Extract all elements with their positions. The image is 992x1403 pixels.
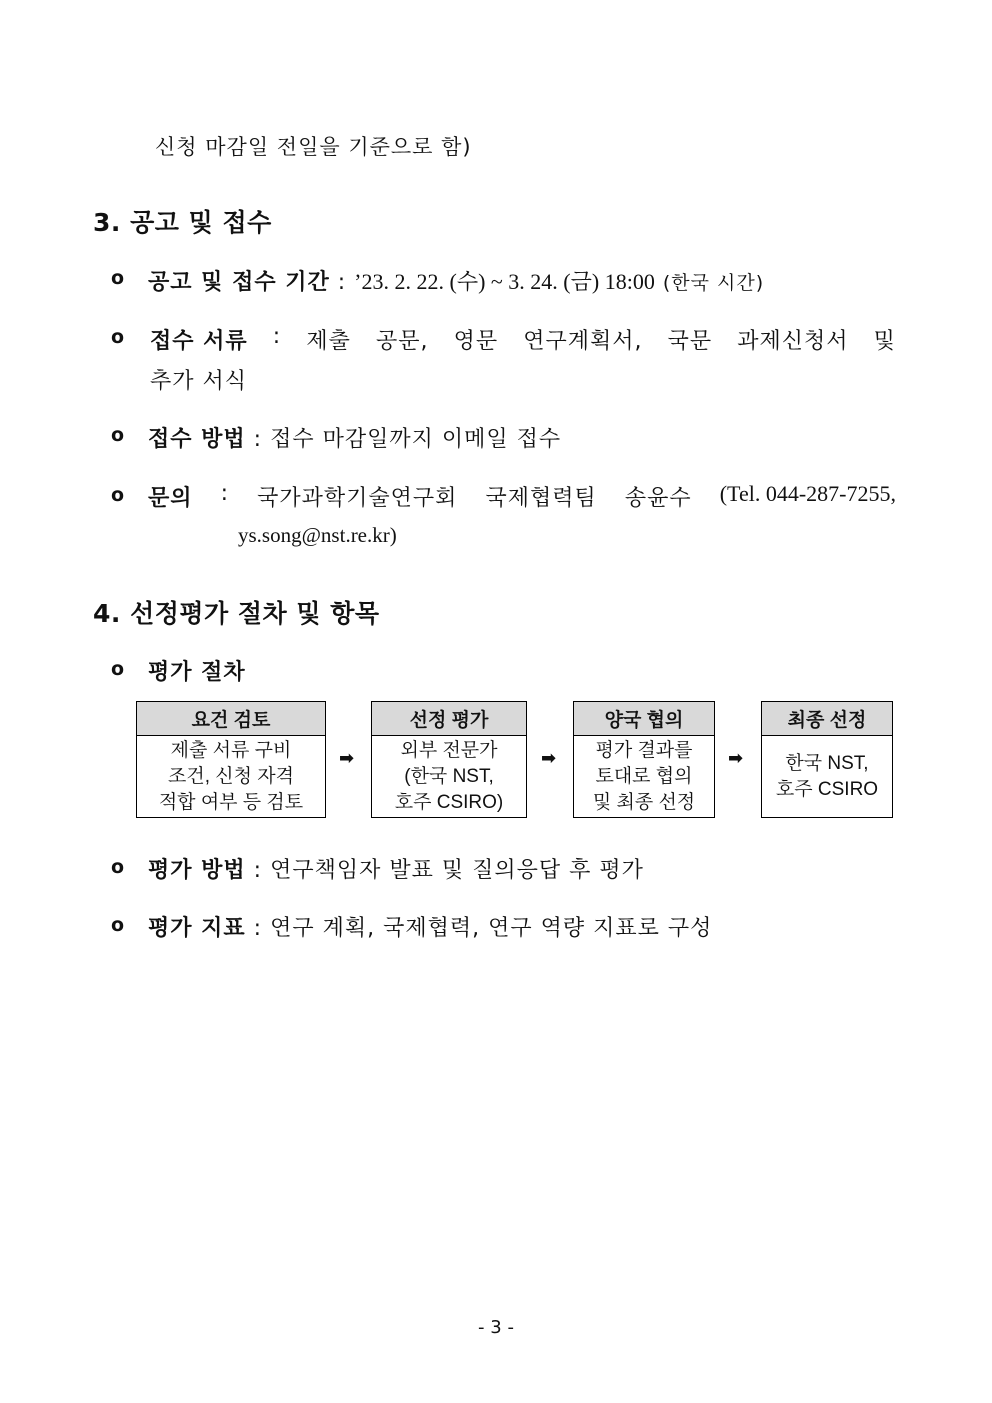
step-box-consultation [573,701,715,818]
item-label: 평가 방법 [148,858,246,883]
continuation-text: 신청 마감일 전일을 기준으로 함) [155,135,472,159]
step-title: 최종 선정 [762,702,892,736]
arrow-right-icon: ➡ [339,748,355,769]
documents-word: 공문, [375,329,429,354]
submission-method-line [148,422,561,453]
documents-word: 영문 [453,329,499,354]
item-label: 평가 지표 [148,916,246,941]
bullet-icon: o [111,424,125,446]
step-body [372,736,526,817]
application-period-value: ’23. 2. 22. (수) ~ 3. 24. (금) 18:00 [354,269,655,294]
contact-word: 국제협력팀 [485,486,597,511]
item-separator: : [253,427,263,452]
arrow-right-icon: ➡ [728,748,744,769]
step-title: 요건 검토 [137,702,325,736]
item-separator: : [253,916,263,941]
documents-word: 국문 [667,329,713,354]
item-label: 접수 방법 [148,427,246,452]
documents-word: 제출 [306,329,351,354]
step-body [574,736,714,817]
step-line: 호주 CSIRO) [394,791,504,813]
bullet-icon: o [111,267,125,289]
application-period-line [148,265,764,296]
evaluation-method-value: 연구책임자 발표 및 질의응답 후 평가 [270,858,644,883]
item-separator: : [337,270,347,295]
arrow-right-icon: ➡ [541,748,557,769]
documents-word: 연구계획서, [523,329,643,354]
bullet-icon: o [111,326,125,348]
evaluation-method-line [148,853,644,884]
evaluation-criteria-line [148,911,712,942]
step-box-evaluation [371,701,527,818]
bullet-icon: o [111,914,125,936]
item-label: 공고 및 접수 기간 [148,270,330,295]
submission-method-value: 접수 마감일까지 이메일 접수 [270,427,562,452]
procedure-label: 평가 절차 [148,660,246,685]
step-line: 토대로 협의 [595,765,693,787]
evaluation-criteria-value: 연구 계획, 국제협력, 연구 역량 지표로 구성 [270,916,713,941]
step-line: 조건, 신청 자격 [168,765,294,787]
bullet-icon: o [111,484,125,506]
contact-word: 국가과학기술연구회 [257,486,458,511]
contact-word: 송윤수 [624,486,692,511]
time-zone-note: (한국 시간) [662,272,765,294]
documents-line-2: 추가 서식 [150,369,248,394]
item-separator: : [253,858,263,883]
step-line: 적합 여부 등 검토 [158,791,304,813]
step-line: 제출 서류 구비 [170,739,292,761]
documents-line [150,324,896,355]
step-line: (한국 NST, [404,765,494,787]
contact-line [148,481,896,512]
step-box-final [761,701,893,818]
item-separator: : [272,324,282,349]
step-title: 선정 평가 [372,702,526,736]
step-line: 외부 전문가 [400,739,498,761]
step-line: 호주 CSIRO [775,778,879,800]
step-line: 평가 결과를 [595,739,693,761]
step-box-review [136,701,326,818]
step-title: 양국 협의 [574,702,714,736]
item-separator: : [220,481,230,506]
documents-word: 및 [873,329,896,354]
item-label: 접수 서류 [150,329,248,354]
item-label: 문의 [148,486,193,511]
contact-phone: (Tel. 044-287-7255, [719,481,896,506]
documents-word: 과제신청서 [737,329,849,354]
step-body [137,736,325,817]
step-body [762,736,892,817]
step-line: 및 최종 선정 [592,791,696,813]
section-4-heading: 4. 선정평가 절차 및 항목 [93,599,380,628]
contact-email: ys.song@nst.re.kr) [238,523,397,547]
step-line: 한국 NST, [785,752,869,774]
bullet-icon: o [111,856,125,878]
bullet-icon: o [111,658,125,680]
section-3-heading: 3. 공고 및 접수 [93,208,272,237]
page-number: - 3 - [478,1317,514,1338]
